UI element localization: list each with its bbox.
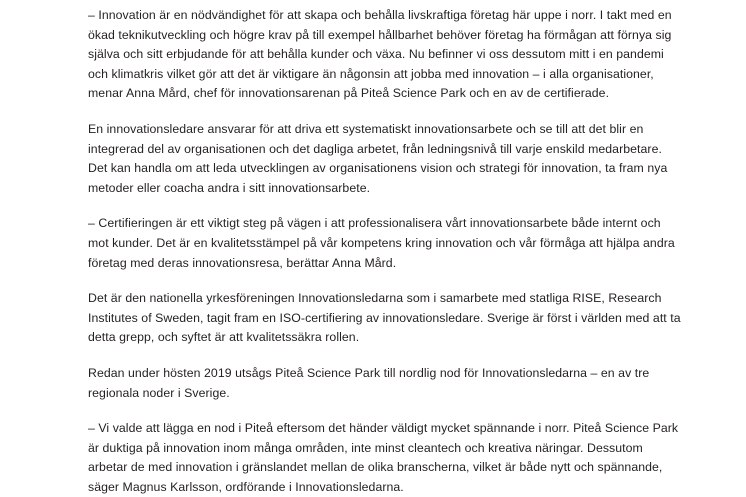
- paragraph: En innovationsledare ansvarar för att driva ett systematiskt innovationsarbete och se till att det blir en integrerad del av organisationen och det dagliga arbetet, från ledningsnivå till varje enskild medarbetare. Det kan handla om att leda utvecklingen av organisationens vision och strategi för innovation, ta fram nya metoder eller coacha andra i sitt innovationsarbete.: [88, 121, 668, 195]
- paragraph: – Innovation är en nödvändighet för att skapa och behålla livskraftiga företag här uppe i norr. I takt med en ökad teknikutveckling och högre krav på till exempel hållbarhet behöver företag ha förmågan att förnya sig själva och sitt erbjudande för att behålla kunder och växa. Nu befinner vi oss dessutom mitt i en pandemi och klimatkris vilket gör att det är viktigare än någonsin att jobba med innovation – i alla organisationer, menar Anna Mård, chef för innovationsarenan på Piteå Science Park och en av de certifierade.: [88, 8, 672, 101]
- paragraph: – Vi valde att lägga en nod i Piteå eftersom det händer väldigt mycket spännande i norr. Piteå Science Park är duktiga på innovation inom många områden, inte minst cleantech och kreativa näringar. Dessutom arbetar de med innovation i gränslandet mellan de olika branscherna, vilket är både nytt och spännande, säger Magnus Karlsson, ordförande i Innovationsledarna.: [88, 421, 679, 494]
- paragraph: – Certifieringen är ett viktigt steg på vägen i att professionalisera vårt innovationsarbete både internt och mot kunder. Det är en kvalitetsstämpel på vår kompetens kring innovation och vår förmåga att hjälpa andra företag med deras innovationsresa, berättar Anna Mård.: [88, 216, 675, 270]
- paragraph: Det är den nationella yrkesföreningen Innovationsledarna som i samarbete med statliga RISE, Research Institutes of Sweden, tagit fram en ISO-certifiering av innovationsledare. Sverige är först i världen med att ta detta grepp, och syftet är att kvalitetssäkra rollen.: [88, 291, 681, 345]
- paragraph: Redan under hösten 2019 utsågs Piteå Science Park till nordlig nod för Innovationsledarna – en av tre regionala noder i Sverige.: [88, 365, 650, 400]
